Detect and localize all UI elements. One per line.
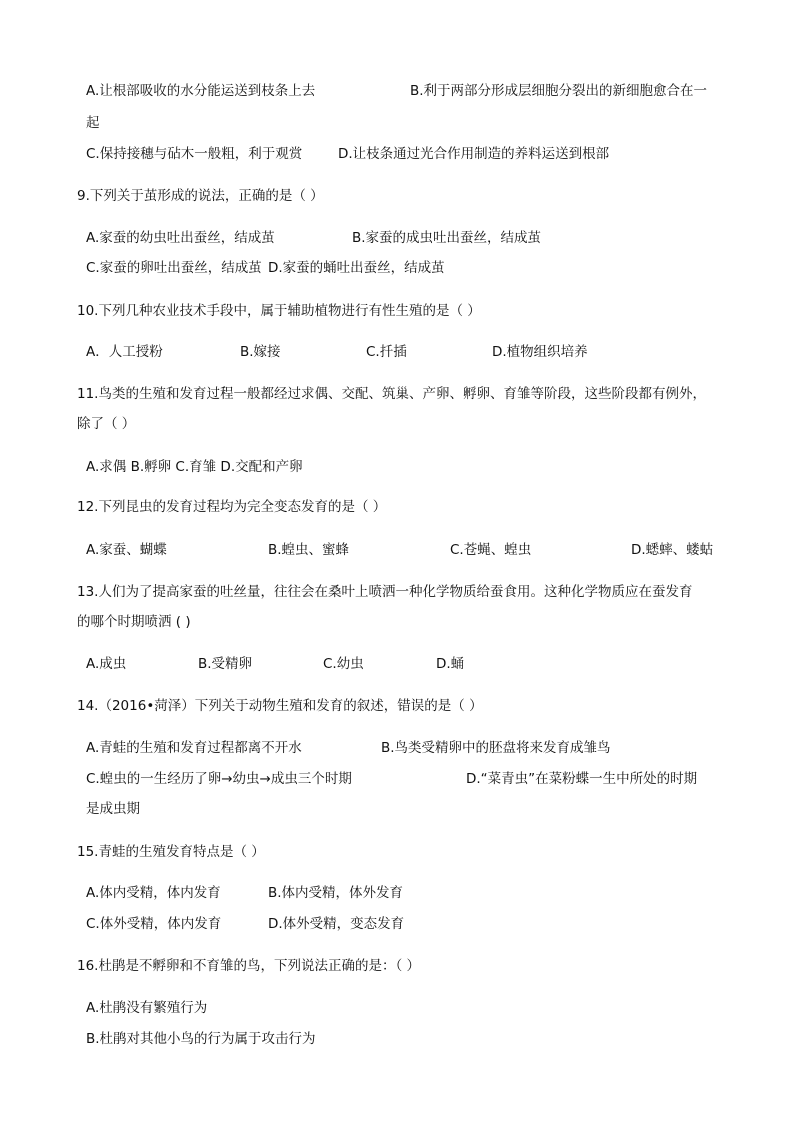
q14-stem: 14.（2016•菏泽）下列关于动物生殖和发育的叙述，错误的是（ ） xyxy=(77,698,483,714)
q13-option-d: D.蛹 xyxy=(436,656,465,672)
q14-option-a: A.青蛙的生殖和发育过程都离不开水 xyxy=(86,740,302,756)
q13-option-b: B.受精卵 xyxy=(198,656,253,672)
q10-option-c: C.扦插 xyxy=(366,344,407,360)
q14-option-b: B.鸟类受精卵中的胚盘将来发育成雏鸟 xyxy=(381,740,611,756)
q10-option-a: A．人工授粉 xyxy=(86,344,163,360)
q16-stem: 16.杜鹃是不孵卵和不育雏的鸟，下列说法正确的是：（ ） xyxy=(77,958,421,974)
q12-option-c: C.苍蝇、蝗虫 xyxy=(450,542,532,558)
q15-option-b: B.体内受精，体外发育 xyxy=(268,885,404,901)
q9-stem: 9.下列关于茧形成的说法，正确的是（ ） xyxy=(77,188,324,204)
q15-option-c: C.体外受精，体内发育 xyxy=(86,916,222,932)
q13-option-c: C.幼虫 xyxy=(323,656,364,672)
q14-option-d: D.“菜青虫”在菜粉蝶一生中所处的时期 xyxy=(466,771,698,787)
q10-stem: 10.下列几种农业技术手段中，属于辅助植物进行有性生殖的是（ ） xyxy=(77,303,481,319)
q11-stem: 11.鸟类的生殖和发育过程一般都经过求偶、交配、筑巢、产卵、孵卵、育雏等阶段，这些阶段都有例外， xyxy=(77,386,706,402)
q16-option-b: B.杜鹃对其他小鸟的行为属于攻击行为 xyxy=(86,1031,316,1047)
q13-stem: 13.人们为了提高家蚕的吐丝量，往往会在桑叶上喷洒一种化学物质给蚕食用。这种化学物质应在蚕发育 xyxy=(77,584,693,600)
q10-option-d: D.植物组织培养 xyxy=(492,344,588,360)
q15-option-a: A.体内受精，体内发育 xyxy=(86,885,221,901)
q16-option-a: A.杜鹃没有繁殖行为 xyxy=(86,1000,208,1016)
q9-option-d: D.家蚕的蛹吐出蚕丝，结成茧 xyxy=(268,260,445,276)
q15-option-d: D.体外受精，变态发育 xyxy=(268,916,405,932)
q12-stem: 12.下列昆虫的发育过程均为完全变态发育的是（ ） xyxy=(77,499,387,515)
q15-stem: 15.青蛙的生殖发育特点是（ ） xyxy=(77,844,265,860)
q8-option-c: C.保持接穗与砧木一般粗，利于观赏 xyxy=(86,146,303,162)
q12-option-b: B.蝗虫、蜜蜂 xyxy=(268,542,350,558)
q11-stem-continued: 除了（ ） xyxy=(77,416,136,432)
q13-option-a: A.成虫 xyxy=(86,656,127,672)
q8-option-b-continued: 起 xyxy=(86,115,100,131)
q14-option-c: C.蝗虫的一生经历了卵→幼虫→成虫三个时期 xyxy=(86,771,352,787)
q8-option-d: D.让枝条通过光合作用制造的养料运送到根部 xyxy=(338,146,610,162)
q12-option-a: A.家蚕、蝴蝶 xyxy=(86,542,167,558)
q12-option-d: D.蟋蟀、蝼蛄 xyxy=(631,542,714,558)
q8-option-a: A.让根部吸收的水分能运送到枝条上去 xyxy=(86,83,316,99)
q13-stem-continued: 的哪个时期喷洒 ( ) xyxy=(77,614,191,630)
q9-option-c: C.家蚕的卵吐出蚕丝，结成茧 xyxy=(86,260,262,276)
q14-option-d-continued: 是成虫期 xyxy=(86,801,140,817)
q10-option-b: B.嫁接 xyxy=(240,344,281,360)
q9-option-a: A.家蚕的幼虫吐出蚕丝，结成茧 xyxy=(86,230,275,246)
q11-options: A.求偶 B.孵卵 C.育雏 D.交配和产卵 xyxy=(86,459,303,475)
q9-option-b: B.家蚕的成虫吐出蚕丝，结成茧 xyxy=(352,230,542,246)
q8-option-b: B.利于两部分形成层细胞分裂出的新细胞愈合在一 xyxy=(410,83,708,99)
